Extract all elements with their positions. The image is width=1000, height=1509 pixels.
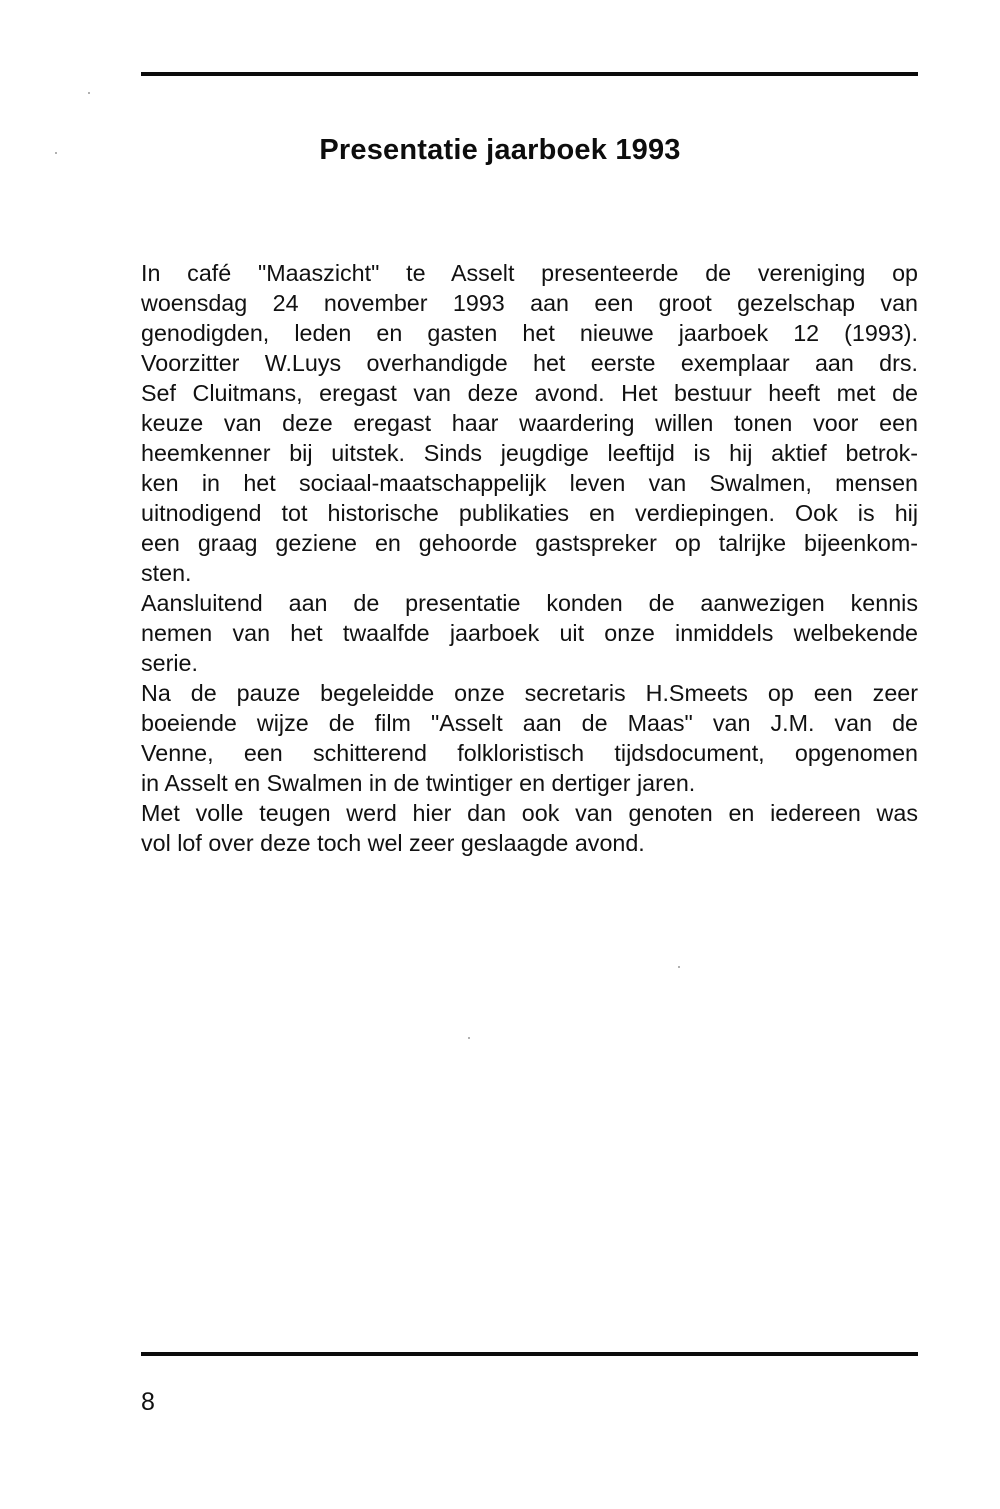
article-body [141,258,918,858]
text-line: vol lof over deze toch wel zeer geslaagde avond. [141,830,645,856]
page-title: Presentatie jaarboek 1993 [319,134,681,166]
text-line: heemkenner bij uitstek. Sinds jeugdige leeftijd is hij aktief betrok- [141,440,918,466]
text-line: keuze van deze eregast haar waardering willen tonen voor een [141,410,918,436]
text-line: uitnodigend tot historische publikaties en verdiepingen. Ook is hij [141,500,918,526]
text-line: Venne, een schitterend folkloristisch tijdsdocument, opgenomen [141,740,918,766]
text-line: een graag geziene en gehoorde gastspreker op talrijke bijeenkom- [141,530,918,556]
paragraph-1 [141,258,918,588]
text-line: boeiende wijze de film "Asselt aan de Maas" van J.M. van de [141,710,918,736]
text-line: in Asselt en Swalmen in de twintiger en dertiger jaren. [141,770,696,796]
text-line: Na de pauze begeleidde onze secretaris H.Smeets op een zeer [141,680,918,706]
text-line: serie. [141,650,198,676]
text-line: genodigden, leden en gasten het nieuwe jaarboek 12 (1993). [141,320,918,346]
text-line: woensdag 24 november 1993 aan een groot gezelschap van [141,290,918,316]
text-line: Sef Cluitmans, eregast van deze avond. Het bestuur heeft met de [141,380,918,406]
text-line: nemen van het twaalfde jaarboek uit onze inmiddels welbekende [141,620,918,646]
scan-speck [88,92,90,94]
text-line: sten. [141,560,192,586]
text-line: Voorzitter W.Luys overhandigde het eerste exemplaar aan drs. [141,350,918,376]
page-number: 8 [141,1388,155,1416]
paragraph-3 [141,678,918,798]
paragraph-4 [141,798,918,858]
scan-speck [678,966,680,968]
text-line: Met volle teugen werd hier dan ook van genoten en iedereen was [141,800,918,826]
top-rule [141,72,918,76]
scan-speck [55,152,57,154]
text-line: Aansluitend aan de presentatie konden de aanwezigen kennis [141,590,918,616]
scan-speck [468,1037,470,1039]
text-line: ken in het sociaal-maatschappelijk leven van Swalmen, mensen [141,470,918,496]
paragraph-2 [141,588,918,678]
bottom-rule [141,1352,918,1356]
text-line: In café "Maaszicht" te Asselt presenteerde de vereniging op [141,260,918,286]
